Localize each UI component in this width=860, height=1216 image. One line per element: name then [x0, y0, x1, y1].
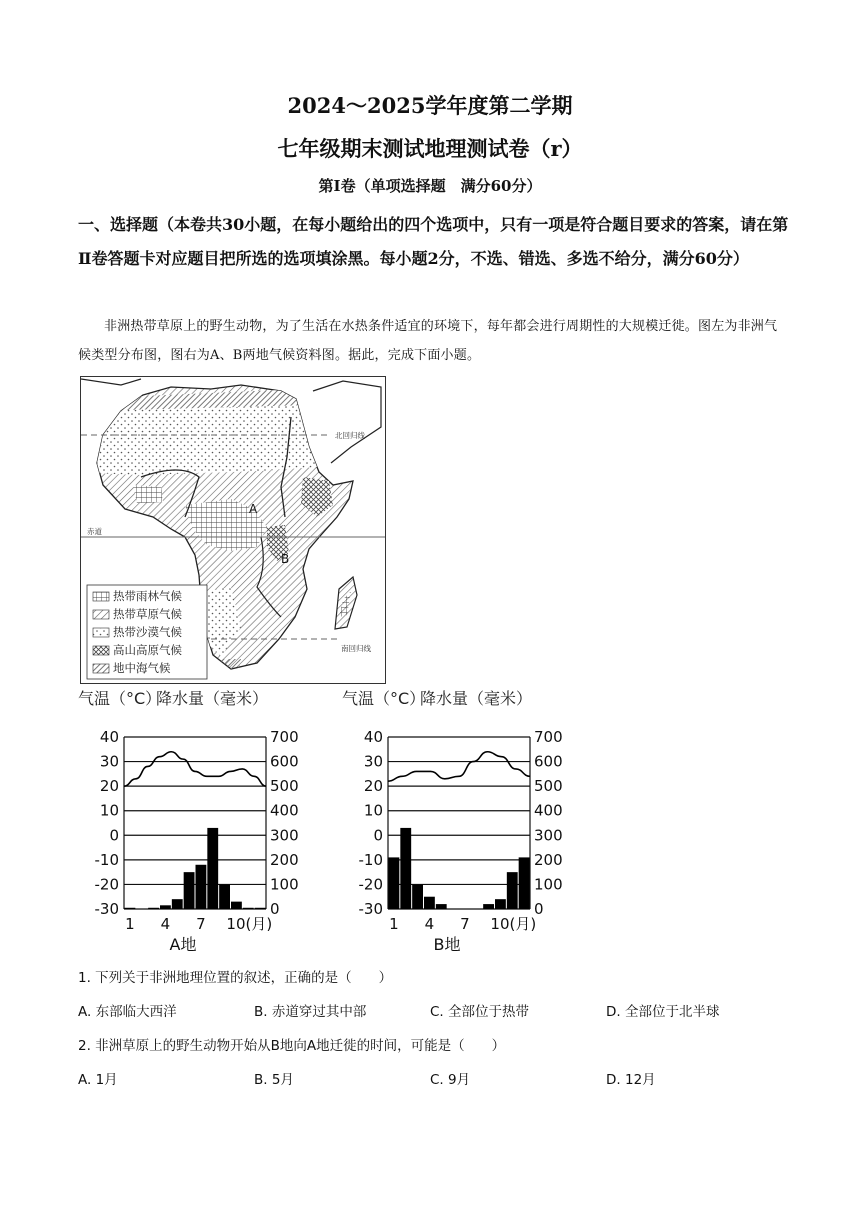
precip-tick-label: 200	[270, 850, 299, 869]
x-tick-label: 1	[125, 915, 135, 933]
question-2-option-d[interactable]: D. 12月	[606, 1072, 656, 1088]
title-line-1: 2024～2025学年度第二学期	[287, 93, 573, 118]
question-2-option-a[interactable]: A. 1月	[78, 1072, 118, 1088]
question-1-option-d[interactable]: D. 全部位于北半球	[606, 1004, 720, 1020]
precip-bar	[400, 828, 411, 909]
x-tick-label: 4	[424, 915, 435, 933]
climate-charts	[70, 684, 610, 956]
temp-tick-label: 10	[99, 801, 119, 820]
precip-tick-label: 0	[534, 900, 544, 918]
question-2-stem: 2. 非洲草原上的野生动物开始从B地向A地迁徙的时间，可能是（ ）	[78, 1038, 506, 1054]
temperature-line	[124, 752, 266, 786]
x-tick-label: 10(月)	[226, 915, 273, 933]
equator-label: 赤道	[87, 527, 102, 536]
legend-desert: 热带沙漠气候	[113, 625, 182, 639]
title-line-2: 七年级期末测试地理测试卷（r）	[277, 136, 583, 161]
precip-bar	[412, 884, 423, 909]
point-a-label: A	[249, 502, 258, 516]
temp-tick-label: 40	[363, 728, 383, 746]
precip-bar	[172, 899, 183, 909]
question-1-stem: 1. 下列关于非洲地理位置的叙述，正确的是（ ）	[78, 970, 393, 986]
question-2-option-c[interactable]: C. 9月	[430, 1072, 471, 1088]
precip-tick-label: 600	[270, 752, 299, 771]
precip-bar	[507, 872, 518, 909]
precip-bar	[483, 904, 494, 909]
tropic-south-label: 南回归线	[341, 644, 371, 653]
precip-tick-label: 400	[534, 801, 563, 820]
temp-tick-label: 0	[373, 826, 383, 845]
temp-tick-label: 0	[109, 826, 119, 845]
temp-tick-label: -10	[94, 850, 119, 869]
intro-text: 非洲热带草原上的野生动物，为了生活在水热条件适宜的环境下，每年都会进行周期性的大规模迁徙。图左为非洲气候类型分布图，图右为A、B两地气候资料图。据此，完成下面小题。	[78, 319, 778, 363]
legend-rainforest: 热带雨林气候	[113, 589, 182, 603]
y-axis-left-label: 气温（°C）	[342, 689, 426, 708]
precip-bar	[160, 905, 171, 909]
y-axis-right-label: 降水量（毫米）	[155, 689, 268, 708]
precip-bar	[495, 899, 506, 909]
legend-highland: 高山高原气候	[113, 643, 182, 657]
point-b-label: B	[281, 552, 290, 566]
africa-climate-map	[80, 376, 386, 684]
precip-tick-label: 100	[534, 875, 563, 894]
climate-chart-b	[342, 689, 563, 954]
precip-tick-label: 300	[534, 826, 563, 845]
precip-bar	[231, 902, 242, 909]
question-1-option-a[interactable]: A. 东部临大西洋	[78, 1004, 177, 1020]
x-tick-label: 7	[196, 915, 206, 933]
precip-bar	[436, 904, 447, 909]
temp-tick-label: 10	[363, 801, 383, 820]
x-tick-label: 7	[460, 915, 470, 933]
temp-tick-label: 30	[363, 752, 383, 771]
temp-tick-label: -10	[358, 850, 383, 869]
temp-tick-label: 20	[363, 777, 383, 796]
precip-bar	[519, 857, 530, 909]
precip-tick-label: 600	[534, 752, 563, 771]
precip-tick-label: 100	[270, 875, 299, 894]
section-heading: 第Ⅰ卷（单项选择题 满分60分）	[318, 177, 542, 195]
temp-tick-label: 20	[99, 777, 119, 796]
temp-tick-label: -30	[358, 900, 383, 918]
precip-tick-label: 700	[270, 728, 299, 746]
precip-bar	[255, 908, 266, 909]
precip-bar	[196, 865, 207, 909]
legend-mediterranean: 地中海气候	[113, 661, 171, 675]
question-2-option-b[interactable]: B. 5月	[254, 1072, 294, 1088]
precip-tick-label: 300	[270, 826, 299, 845]
x-tick-label: 1	[389, 915, 399, 933]
chart-title: A地	[169, 935, 197, 954]
temp-tick-label: 30	[99, 752, 119, 771]
x-tick-label: 4	[160, 915, 171, 933]
precip-tick-label: 500	[270, 777, 299, 796]
map-legend	[87, 585, 207, 679]
precip-bar	[243, 908, 254, 909]
precip-bar	[424, 897, 435, 909]
precip-tick-label: 0	[270, 900, 280, 918]
y-axis-left-label: 气温（°C）	[78, 689, 162, 708]
y-axis-right-label: 降水量（毫米）	[419, 689, 532, 708]
temp-tick-label: 40	[99, 728, 119, 746]
x-tick-label: 10(月)	[490, 915, 537, 933]
precip-bar	[184, 872, 195, 909]
chart-title: B地	[433, 935, 461, 954]
tropic-north-label: 北回归线	[335, 431, 365, 440]
precip-tick-label: 500	[534, 777, 563, 796]
precip-bar	[125, 908, 136, 909]
legend-savanna: 热带草原气候	[113, 607, 182, 621]
temperature-line	[388, 752, 530, 781]
precip-bar	[148, 908, 159, 909]
climate-chart-a	[78, 689, 299, 954]
temp-tick-label: -30	[94, 900, 119, 918]
precip-bar	[219, 884, 230, 909]
precip-tick-label: 400	[270, 801, 299, 820]
precip-bar	[389, 857, 400, 909]
precip-bar	[207, 828, 218, 909]
instructions: 一、选择题（本卷共30小题，在每小题给出的四个选项中，只有一项是符合题目要求的答案，请在第Ⅱ卷答题卡对应题目把所选的选项填涂黑。每小题2分，不选、错选、多选不给分，满分60分）	[78, 215, 789, 268]
precip-tick-label: 200	[534, 850, 563, 869]
precip-tick-label: 700	[534, 728, 563, 746]
temp-tick-label: -20	[94, 875, 119, 894]
question-1-option-c[interactable]: C. 全部位于热带	[430, 1004, 530, 1020]
question-1-option-b[interactable]: B. 赤道穿过其中部	[254, 1004, 367, 1020]
temp-tick-label: -20	[358, 875, 383, 894]
